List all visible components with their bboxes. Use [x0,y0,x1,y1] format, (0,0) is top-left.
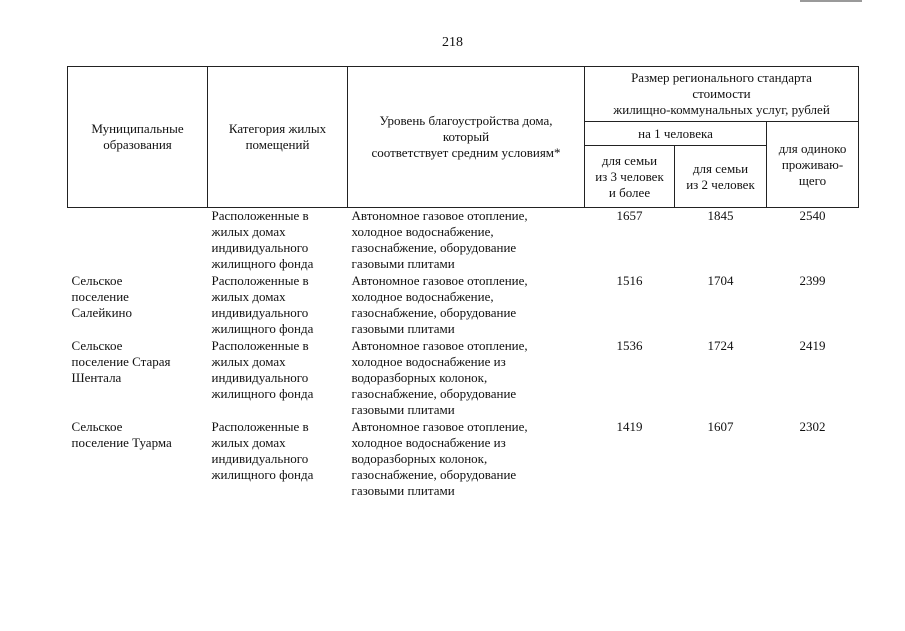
cell-family-2: 1704 [707,273,734,288]
cell-municipal: Сельское поселение Старая Шентала [71,338,171,385]
table-row [68,419,859,500]
table-row [68,273,859,338]
cell-municipal [68,208,208,274]
cell-family-2: 1724 [707,338,734,353]
cell-single: 2419 [799,338,826,353]
cell-municipal: Сельское поселение Туарма [71,419,172,450]
table-row [68,338,859,419]
header-per-person: на 1 человека [585,122,767,146]
header-single: для одиноко проживаю- щего [767,122,859,208]
corner-rule [800,0,862,2]
cell-family-3: 1657 [616,208,643,223]
cell-level: Автономное газовое отопление, холодное водоснабжение из водоразборных колонок, газоснабжение, оборудование газовыми плитами [351,338,528,417]
cell-family-3: 1536 [616,338,643,353]
cell-category: Расположенные в жилых домах индивидуального жилищного фонда [211,208,314,271]
header-category: Категория жилых помещений [208,67,348,208]
cell-level: Автономное газовое отопление, холодное водоснабжение, газоснабжение, оборудование газовыми плитами [351,208,528,271]
cell-family-3: 1419 [616,419,643,434]
page-number: 218 [442,35,463,50]
cell-family-3: 1516 [616,273,643,288]
header-level: Уровень благоустройства дома, который соответствует средним условиям* [348,67,585,208]
cell-single: 2540 [799,208,826,223]
header-family-3: для семьи из 3 человек и более [585,146,675,208]
tariff-table [67,66,859,500]
table-row [68,208,859,274]
header-municipal: Муниципальные образования [68,67,208,208]
cell-level: Автономное газовое отопление, холодное водоснабжение из водоразборных колонок, газоснабжение, оборудование газовыми плитами [351,419,528,498]
cell-category: Расположенные в жилых домах индивидуального жилищного фонда [211,419,314,482]
cell-level: Автономное газовое отопление, холодное водоснабжение, газоснабжение, оборудование газовыми плитами [351,273,528,336]
cell-category: Расположенные в жилых домах индивидуального жилищного фонда [211,338,314,401]
cell-family-2: 1845 [707,208,734,223]
cell-family-2: 1607 [707,419,734,434]
header-size: Размер регионального стандарта стоимости жилищно-коммунальных услуг, рублей [585,67,859,122]
cell-municipal: Сельское поселение Салейкино [71,273,132,320]
cell-single: 2399 [799,273,826,288]
cell-single: 2302 [799,419,826,434]
header-family-2: для семьи из 2 человек [675,146,767,208]
cell-category: Расположенные в жилых домах индивидуального жилищного фонда [211,273,314,336]
